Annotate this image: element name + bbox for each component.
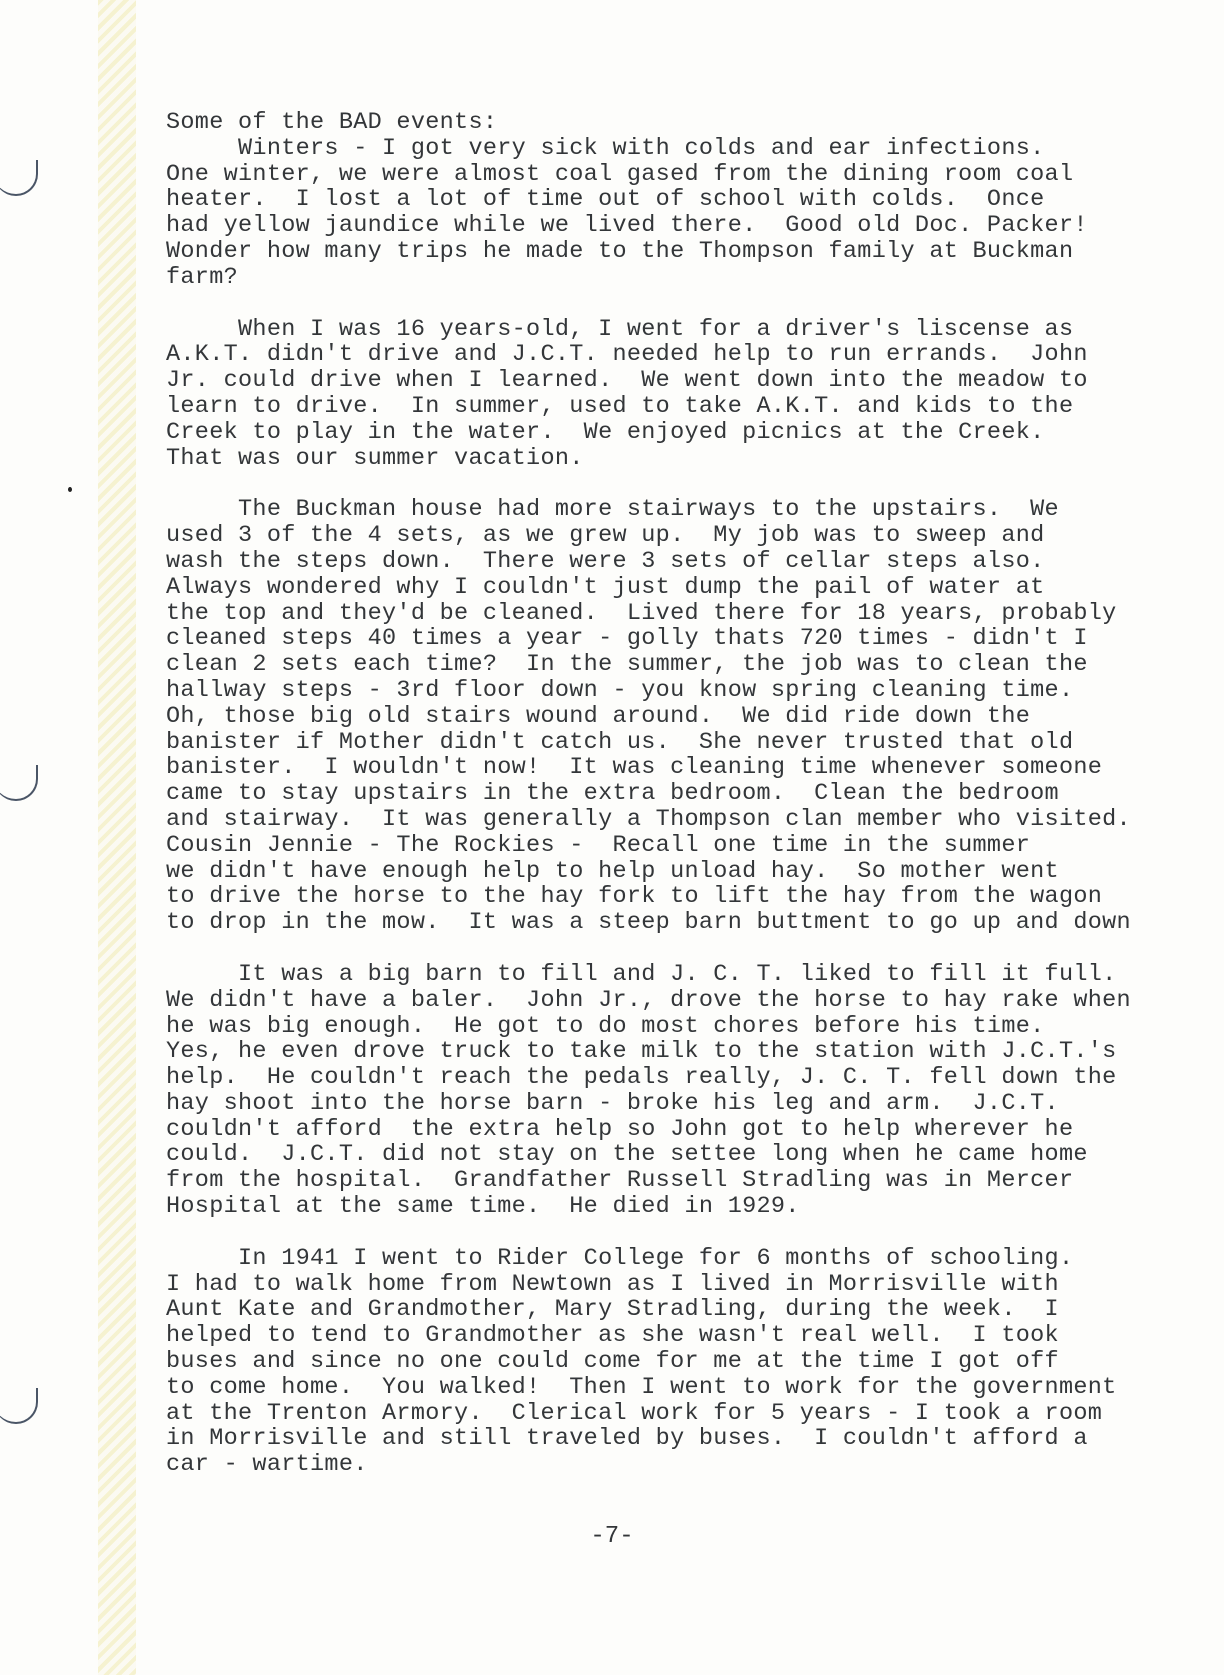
text-line: Cousin Jennie - The Rockies - Recall one time in the summer [166,831,1031,859]
text-line: Always wondered why I couldn't just dump the pail of water at [166,573,1045,601]
text-line: Wonder how many trips he made to the Thompson family at Buckman [166,237,1074,265]
binder-hole-3 [0,1388,38,1424]
text-line: Aunt Kate and Grandmother, Mary Stradling, during the week. I [166,1296,1059,1324]
text-line: hallway steps - 3rd floor down - you know spring cleaning time. [166,676,1074,704]
text-line: Jr. could drive when I learned. We went down into the meadow to [166,367,1088,395]
text-line: to drive the horse to the hay fork to lift the hay from the wagon [166,883,1103,911]
paragraph [166,962,1216,1220]
binder-hole-2 [0,765,38,801]
text-line: the top and they'd be cleaned. Lived there for 18 years, probably [166,599,1117,627]
text-line: could. J.C.T. did not stay on the settee long when he came home [166,1141,1088,1169]
paragraph [166,497,1216,936]
text-line: to drop in the mow. It was a steep barn buttment to go up and down [166,909,1131,937]
text-line: Winters - I got very sick with colds and ear infections. [166,134,1045,162]
text-line: we didn't have enough help to help unload hay. So mother went [166,857,1059,885]
text-line: One winter, we were almost coal gased from the dining room coal [166,160,1074,188]
text-line: hay shoot into the horse barn - broke his leg and arm. J.C.T. [166,1089,1059,1117]
text-line: farm? [166,263,239,291]
paragraph [166,1246,1216,1478]
text-line: cleaned steps 40 times a year - golly thats 720 times - didn't I [166,625,1088,653]
paragraph-list [166,136,1216,1478]
document-heading: Some of the BAD events: [166,109,498,136]
text-line: The Buckman house had more stairways to the upstairs. We [166,496,1059,524]
text-line: In 1941 I went to Rider College for 6 months of schooling. [166,1244,1074,1272]
text-line: wash the steps down. There were 3 sets of cellar steps also. [166,547,1045,575]
text-line: learn to drive. In summer, used to take A.K.T. and kids to the [166,392,1074,420]
text-line: Yes, he even drove truck to take milk to the station with J.C.T.'s [166,1038,1117,1066]
text-line: When I was 16 years-old, I went for a driver's liscense as [166,315,1074,343]
text-line: Creek to play in the water. We enjoyed picnics at the Creek. [166,418,1045,446]
text-line: banister if Mother didn't catch us. She never trusted that old [166,728,1074,756]
text-line: clean 2 sets each time? In the summer, the job was to clean the [166,651,1088,679]
text-line: came to stay upstairs in the extra bedroom. Clean the bedroom [166,780,1059,808]
text-line: banister. I wouldn't now! It was cleaning time whenever someone [166,754,1103,782]
paragraph [166,136,1216,291]
text-line: It was a big barn to fill and J. C. T. liked to fill it full. [166,960,1117,988]
page-number: -7- [590,1523,634,1550]
ink-speck [68,487,72,492]
text-line: Oh, those big old stairs wound around. We did ride down the [166,702,1031,730]
text-line: had yellow jaundice while we lived there. Good old Doc. Packer! [166,212,1088,240]
text-line: A.K.T. didn't drive and J.C.T. needed help to run errands. John [166,341,1088,369]
document-body [166,110,1216,1504]
text-line: from the hospital. Grandfather Russell Stradling was in Mercer [166,1167,1074,1195]
paragraph [166,317,1216,472]
text-line: couldn't afford the extra help so John got to help wherever he [166,1115,1074,1143]
binding-edge-stripe [98,0,136,1675]
text-line: to come home. You walked! Then I went to work for the government [166,1373,1117,1401]
text-line: That was our summer vacation. [166,444,584,472]
text-line: help. He couldn't reach the pedals really, J. C. T. fell down the [166,1064,1117,1092]
text-line: car - wartime. [166,1451,368,1479]
binder-hole-1 [0,160,38,196]
text-line: We didn't have a baler. John Jr., drove the horse to hay rake when [166,986,1131,1014]
text-line: and stairway. It was generally a Thompson clan member who visited. [166,805,1131,833]
text-line: used 3 of the 4 sets, as we grew up. My job was to sweep and [166,522,1045,550]
text-line: Hospital at the same time. He died in 1929. [166,1193,800,1221]
text-line: buses and since no one could come for me at the time I got off [166,1348,1059,1376]
text-line: helped to tend to Grandmother as she wasn't real well. I took [166,1322,1059,1350]
text-line: at the Trenton Armory. Clerical work for 5 years - I took a room [166,1399,1103,1427]
text-line: in Morrisville and still traveled by buses. I couldn't afford a [166,1425,1088,1453]
text-line: he was big enough. He got to do most chores before his time. [166,1012,1045,1040]
text-line: I had to walk home from Newtown as I lived in Morrisville with [166,1270,1059,1298]
text-line: heater. I lost a lot of time out of school with colds. Once [166,186,1045,214]
